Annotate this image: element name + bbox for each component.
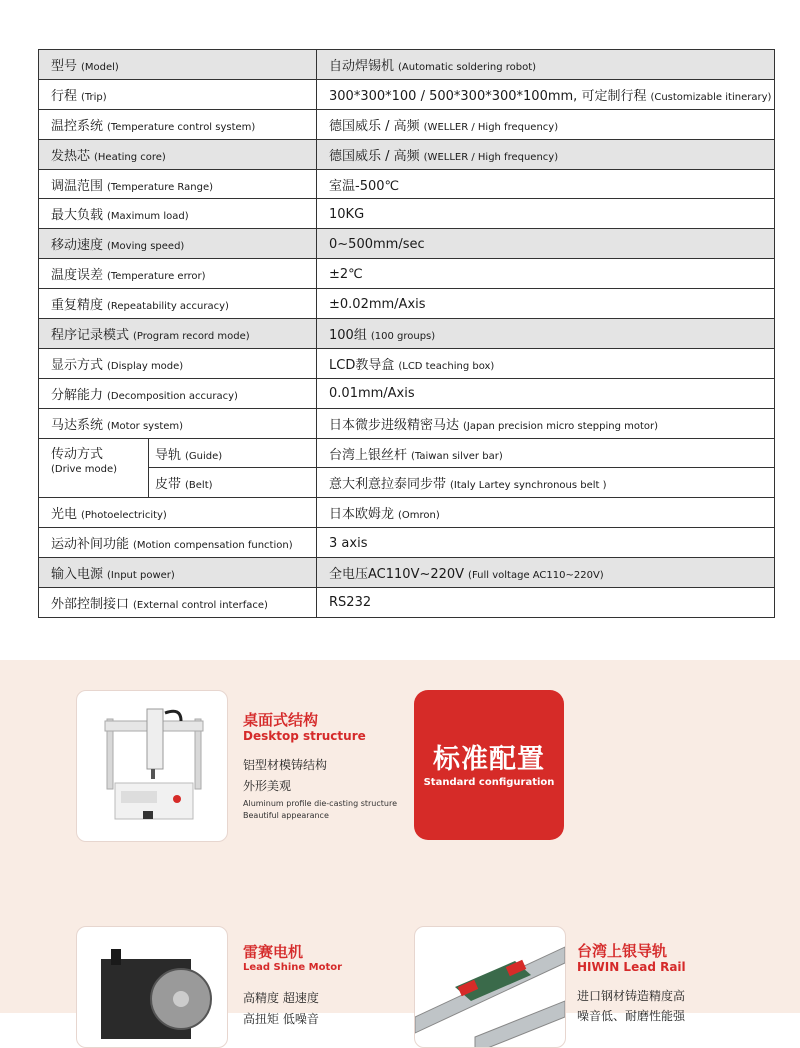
spec-row (39, 139, 775, 169)
desktop-title-en: Desktop structure (243, 729, 366, 743)
desktop-small-1: Aluminum profile die-casting structure (243, 799, 398, 808)
rail-title-en: HIWIN Lead Rail (577, 960, 686, 974)
spec-value (317, 50, 775, 80)
rail-line-2: 噪音低、耐磨性能强 (577, 1009, 686, 1023)
cell-text-en: (Guide) (185, 450, 223, 462)
drive-sub-value (317, 438, 775, 468)
cell-text-zh: 100组 (329, 327, 367, 343)
cell-text-en: (Display mode) (107, 360, 184, 372)
spec-row (39, 498, 775, 528)
cell-text-zh: 外部控制接口 (51, 596, 130, 612)
spec-value (317, 319, 775, 349)
spec-row (39, 348, 775, 378)
spec-row (39, 169, 775, 199)
spec-row-drive (39, 438, 775, 468)
spec-value (317, 79, 775, 109)
spec-label (39, 50, 317, 80)
spec-label (39, 348, 317, 378)
cell-text-zh: 日本欧姆龙 (329, 507, 395, 523)
standard-config-title-zh: 标准配置 (433, 744, 545, 775)
spec-label (39, 319, 317, 349)
spec-label (39, 109, 317, 139)
cell-text-en: (LCD teaching box) (398, 360, 495, 372)
cell-text-zh: 温控系统 (51, 118, 104, 134)
cell-text-en: (External control interface) (133, 599, 268, 611)
cell-text-en: (Motor system) (107, 420, 184, 432)
desktop-robot-card (76, 690, 228, 842)
standard-config-badge (414, 690, 564, 840)
cell-text-en: (Trip) (81, 91, 107, 103)
cell-text-zh: 台湾上银丝杆 (329, 447, 408, 463)
cell-text-en: (Maximum load) (107, 211, 189, 223)
spec-row (39, 528, 775, 558)
spec-row (39, 50, 775, 80)
spec-row (39, 289, 775, 319)
rail-image (415, 927, 565, 1047)
spec-row (39, 558, 775, 588)
cell-text-zh: ±0.02mm/Axis (329, 296, 426, 312)
spec-label (39, 378, 317, 408)
cell-text-zh: 3 axis (329, 535, 368, 551)
drive-mode-label (39, 438, 149, 498)
drive-mode-zh: 传动方式 (51, 446, 104, 462)
cell-text-en: (Moving speed) (107, 241, 185, 253)
drive-sub-label (149, 468, 317, 498)
spec-label (39, 199, 317, 229)
cell-text-zh: 行程 (51, 88, 78, 104)
cell-text-zh: 全电压AC110V~220V (329, 567, 465, 583)
cell-text-zh: 显示方式 (51, 357, 104, 373)
spec-row (39, 199, 775, 229)
spec-value (317, 169, 775, 199)
cell-text-en: (Program record mode) (133, 330, 250, 342)
spec-label (39, 558, 317, 588)
spec-row (39, 319, 775, 349)
cell-text-en: (Customizable itinerary) (650, 91, 772, 103)
cell-text-zh: RS232 (329, 595, 372, 611)
cell-text-en: (Decomposition accuracy) (107, 390, 238, 402)
cell-text-zh: 调温范围 (51, 178, 104, 194)
spec-row (39, 229, 775, 259)
spec-value (317, 378, 775, 408)
spec-value (317, 558, 775, 588)
cell-text-en: (Japan precision micro stepping motor) (463, 420, 659, 432)
cell-text-en: (WELLER / High frequency) (423, 151, 559, 163)
spec-value (317, 139, 775, 169)
spec-label (39, 588, 317, 618)
spec-label (39, 259, 317, 289)
cell-text-zh: 10KG (329, 206, 365, 222)
cell-text-zh: 0~500mm/sec (329, 236, 425, 252)
cell-text-en: (Taiwan silver bar) (411, 450, 503, 462)
motor-image (77, 927, 227, 1047)
cell-text-en: (Temperature control system) (107, 121, 256, 133)
spec-row-drive (39, 468, 775, 498)
spec-value (317, 498, 775, 528)
cell-text-zh: LCD教导盒 (329, 357, 395, 373)
rail-line-1: 进口钢材铸造精度高 (577, 989, 686, 1003)
spec-table-body (39, 50, 775, 618)
spec-value (317, 348, 775, 378)
spec-label (39, 79, 317, 109)
cell-text-en: (Omron) (398, 510, 440, 522)
cell-text-en: (Model) (81, 61, 119, 73)
spec-row (39, 259, 775, 289)
desktop-small-2: Beautiful appearance (243, 811, 329, 820)
desktop-robot-image (77, 691, 227, 841)
spec-value (317, 109, 775, 139)
cell-text-zh: 运动补间功能 (51, 537, 130, 553)
cell-text-en: (Automatic soldering robot) (398, 61, 537, 73)
cell-text-zh: 室温-500℃ (329, 178, 400, 194)
cell-text-zh: ±2℃ (329, 266, 363, 282)
cell-text-en: (Belt) (185, 480, 213, 492)
motor-card (76, 926, 228, 1048)
spec-label (39, 289, 317, 319)
cell-text-zh: 最大负载 (51, 208, 104, 224)
cell-text-zh: 型号 (51, 58, 78, 74)
cell-text-zh: 温度误差 (51, 268, 104, 284)
cell-text-zh: 德国威乐 / 高频 (329, 148, 420, 164)
spec-value (317, 289, 775, 319)
spec-value (317, 408, 775, 438)
cell-text-zh: 马达系统 (51, 417, 104, 433)
spec-value (317, 259, 775, 289)
cell-text-zh: 移动速度 (51, 238, 104, 254)
cell-text-en: (Full voltage AC110~220V) (468, 570, 604, 582)
spec-value (317, 199, 775, 229)
cell-text-zh: 0.01mm/Axis (329, 386, 415, 402)
desktop-title-zh: 桌面式结构 (243, 711, 319, 729)
drive-mode-en: (Drive mode) (51, 463, 118, 475)
cell-text-zh: 皮带 (155, 477, 182, 493)
spec-label (39, 498, 317, 528)
spec-label (39, 139, 317, 169)
spec-table (38, 49, 775, 618)
cell-text-en: (WELLER / High frequency) (423, 121, 559, 133)
cell-text-en: (Heating core) (94, 151, 166, 163)
spec-row (39, 79, 775, 109)
rail-card (414, 926, 566, 1048)
motor-title-zh: 雷赛电机 (243, 943, 304, 961)
cell-text-en: (Repeatability accuracy) (107, 301, 229, 313)
cell-text-zh: 意大利意拉泰同步带 (329, 477, 447, 493)
cell-text-zh: 自动焊锡机 (329, 58, 395, 74)
cell-text-en: (Temperature Range) (107, 181, 214, 193)
spec-row (39, 109, 775, 139)
desktop-line-1: 铝型材模铸结构 (243, 758, 328, 772)
cell-text-zh: 300*300*100 / 500*300*300*100mm, 可定制行程 (329, 88, 647, 104)
cell-text-zh: 德国威乐 / 高频 (329, 118, 420, 134)
drive-sub-label (149, 438, 317, 468)
cell-text-zh: 发热芯 (51, 148, 91, 164)
standard-config-title-en: Standard configuration (423, 777, 555, 788)
cell-text-en: (Temperature error) (107, 271, 206, 283)
cell-text-zh: 重复精度 (51, 298, 104, 314)
cell-text-zh: 程序记录模式 (51, 327, 130, 343)
cell-text-en: (100 groups) (370, 330, 436, 342)
cell-text-zh: 光电 (51, 507, 78, 523)
cell-text-zh: 分解能力 (51, 387, 104, 403)
desktop-line-2: 外形美观 (243, 779, 292, 793)
cell-text-en: (Italy Lartey synchronous belt ) (450, 480, 607, 492)
drive-sub-value (317, 468, 775, 498)
motor-line-2: 高扭矩 低噪音 (243, 1012, 319, 1026)
spec-label (39, 169, 317, 199)
cell-text-zh: 导轨 (155, 447, 182, 463)
cell-text-en: (Motion compensation function) (133, 540, 293, 552)
cell-text-en: (Photoelectricity) (81, 510, 167, 522)
cell-text-zh: 输入电源 (51, 567, 104, 583)
spec-row (39, 588, 775, 618)
motor-line-1: 高精度 超速度 (243, 991, 319, 1005)
cell-text-en: (Input power) (107, 570, 175, 582)
spec-row (39, 378, 775, 408)
spec-value (317, 588, 775, 618)
spec-label (39, 229, 317, 259)
promo-section (0, 660, 800, 1026)
spec-row (39, 408, 775, 438)
motor-title-en: Lead Shine Motor (243, 962, 343, 973)
spec-value (317, 528, 775, 558)
rail-title-zh: 台湾上银导轨 (577, 942, 668, 960)
cell-text-zh: 日本微步进级精密马达 (329, 417, 460, 433)
spec-label (39, 528, 317, 558)
spec-label (39, 408, 317, 438)
spec-value (317, 229, 775, 259)
